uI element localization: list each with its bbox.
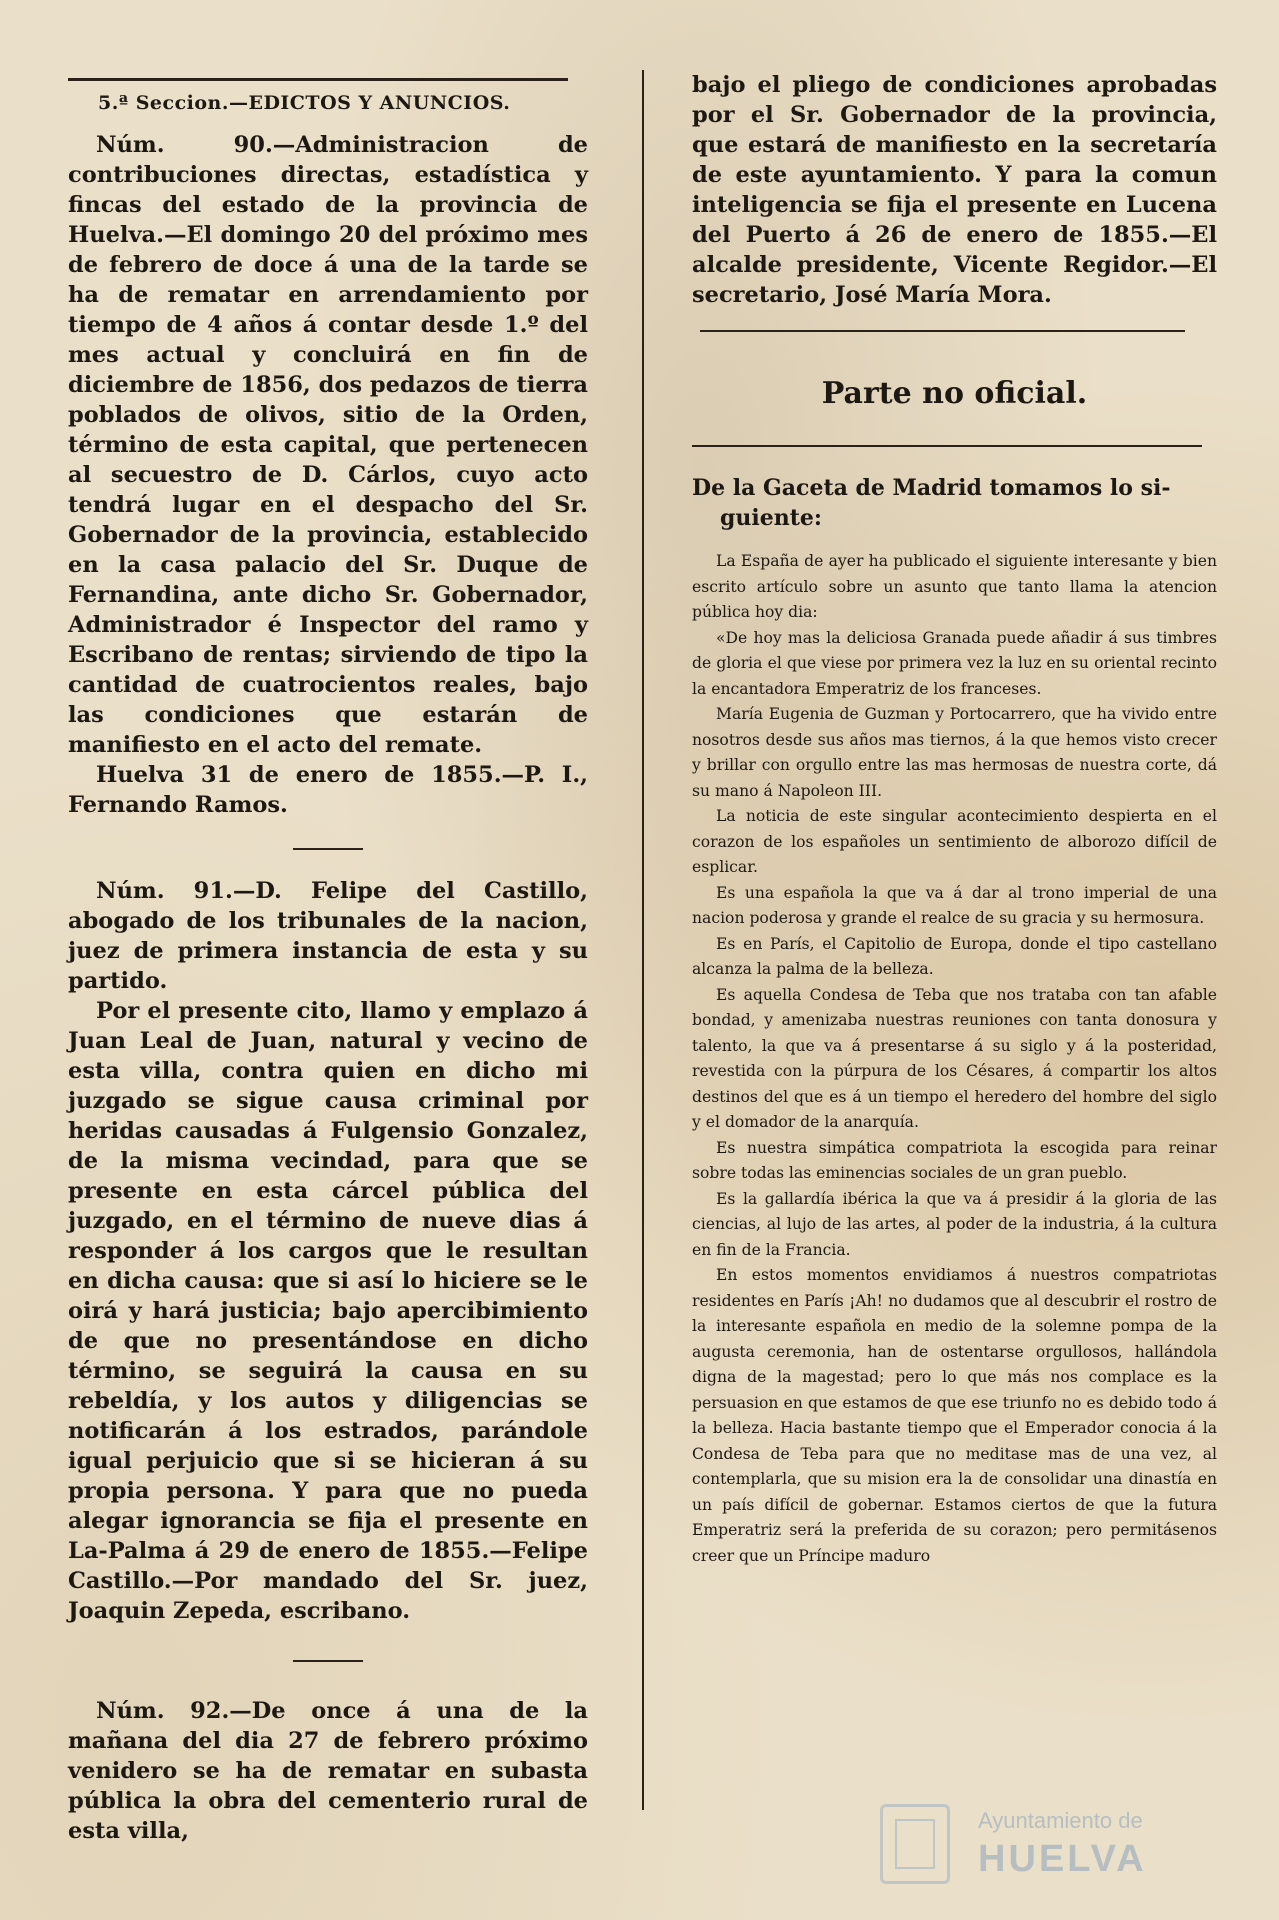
continuation-text: bajo el pliego de condiciones aprobadas por el Sr. Gobernador de la provincia, que estará de manifiesto en la secretaría de este ayuntamiento. Y para la comun inteligencia se fija el presente en Lucena del Puerto á 26 de enero de 1855.—El alcalde presidente, Vicente Regidor.—El secretario, José María Mora. bbox=[692, 72, 1217, 308]
top-rule bbox=[68, 78, 568, 81]
left-column bbox=[68, 92, 588, 1846]
article-paragraph: María Eugenia de Guzman y Portocarrero, que ha vivido entre nosotros desde sus años mas tiernos, á la que hemos visto crecer y brillar con orgullo entre las mas hermosas de nuestra corte, dá su mano á Napoleon III. bbox=[692, 705, 1217, 800]
article-paragraph: En estos momentos envidiamos á nuestros compatriotas residentes en París ¡Ah! no dudamos que al descubrir el rostro de la interesante española en medio de la solemne pompa de la augusta ceremonia, han de ostentarse orgullosos, hallándola digna de la magestad; pero lo que más nos complace es la persuasion en que estamos de que ese triunfo no es debido todo á la belleza. Hacia bastante tiempo que el Emperador conocia á la Condesa de Teba para que no meditase mas de una vez, al contemplarla, que su mision era la de consolidar una dinastía en un país difícil de gobernar. Estamos ciertos de que la futura Emperatriz será la preferida de su corazon; pero permitásenos creer que un Príncipe maduro bbox=[692, 1266, 1217, 1565]
article-paragraph: «De hoy mas la deliciosa Granada puede añadir á sus timbres de gloria el que viese por primera vez la luz en su oriental recinto la encantadora Emperatriz de los franceses. bbox=[692, 628, 1217, 698]
article-paragraph: Es aquella Condesa de Teba que nos trataba con tan afable bondad, y amenizaba nuestras reuniones con tanta donosura y talento, la que va á presentarse á su siglo y á la posteridad, revestida con la púrpura de los Césares, á compartir los altos destinos del que es á un tiempo el heredero del hombre del siglo y el domador de la anarquía. bbox=[692, 985, 1217, 1131]
gaceta-intro bbox=[692, 473, 1217, 533]
section-rule bbox=[692, 445, 1202, 447]
article-paragraph: Es en París, el Capitolio de Europa, donde el tipo castellano alcanza la palma de la belleza. bbox=[692, 934, 1217, 978]
column-divider bbox=[642, 70, 644, 1810]
right-column bbox=[692, 70, 1217, 1569]
watermark-line2: HUELVA bbox=[978, 1838, 1147, 1880]
article-paragraph: La noticia de este singular acontecimiento despierta en el corazon de los españoles un sentimiento de alborozo difícil de esplicar. bbox=[692, 807, 1217, 876]
notice-91-text: Por el presente cito, llamo y emplazo á Juan Leal de Juan, natural y vecino de esta villa, contra quien en dicho mi juzgado se sigue causa criminal por heridas causadas á Fulgensio Gonzalez, de la misma vecindad, para que se presente en esta cárcel pública del juzgado, en el término de nueve dias á responder á los cargos que le resultan en dicha causa: que si así lo hiciere se le oirá y hará justicia; bajo apercibimiento de que no presentándose en dicho término, se seguirá la causa en su rebeldía, y los autos y diligencias se notificarán á los estrados, parándole igual perjuicio que si se hicieran á su propia persona. Y para que no pueda alegar ignorancia se fija el presente en La-Palma á 29 de enero de 1855.—Felipe Castillo.—Por mandado del Sr. juez, Joaquin Zepeda, escribano. bbox=[68, 998, 588, 1624]
article-paragraph: La España de ayer ha publicado el siguiente interesante y bien escrito artículo sobre un asunto que tanto llama la atencion pública hoy dia: bbox=[692, 552, 1217, 621]
article-paragraph: Es una española la que va á dar al trono imperial de una nacion poderosa y grande el realce de su gracia y su hermosura. bbox=[692, 883, 1217, 927]
notice-91-heading: Núm. 91.—D. Felipe del Castillo, abogado de los tribunales de la nacion, juez de primera instancia de esta y su partido. bbox=[68, 878, 588, 994]
section-heading: 5.ª Seccion.—EDICTOS Y ANUNCIOS. bbox=[98, 92, 511, 114]
notice-90-text: Núm. 90.—Administracion de contribuciones directas, estadística y fincas del estado de la provincia de Huelva.—El domingo 20 del próximo mes de febrero de doce á una de la tarde se ha de rematar en arrendamiento por tiempo de 4 años á contar desde 1.º del mes actual y concluirá en fin de diciembre de 1856, dos pedazos de tierra poblados de olivos, sitio de la Orden, término de esta capital, que pertenecen al secuestro de D. Cárlos, cuyo acto tendrá lugar en el despacho del Sr. Gobernador de la provincia, establecido en la casa palacio del Sr. Duque de Fernandina, ante dicho Sr. Gobernador, Administrador é Inspector del ramo y Escribano de rentas; sirviendo de tipo la cantidad de cuatrocientos reales, bajo las condiciones que estarán de manifiesto en el acto del remate. bbox=[68, 132, 588, 758]
parte-no-oficial-title: Parte no oficial. bbox=[821, 376, 1088, 411]
gaceta-intro-line2: guiente: bbox=[720, 505, 823, 531]
article-paragraph: Es la gallardía ibérica la que va á presidir á la gloria de las ciencias, al lujo de las artes, al poder de la industria, á la cultura en fin de la Francia. bbox=[692, 1189, 1217, 1259]
separator bbox=[293, 1660, 363, 1662]
article-paragraph: Es nuestra simpática compatriota la escogida para reinar sobre todas las eminencias sociales de un gran pueblo. bbox=[692, 1138, 1217, 1182]
notice-92-text: Núm. 92.—De once á una de la mañana del dia 27 de febrero próximo venidero se ha de rematar en subasta pública la obra del cementerio rural de esta villa, bbox=[68, 1698, 588, 1844]
ayuntamiento-watermark bbox=[880, 1800, 1210, 1890]
separator bbox=[293, 848, 363, 850]
notice-90-signature: Huelva 31 de enero de 1855.—P. I., Fernando Ramos. bbox=[68, 762, 588, 818]
watermark-line1: Ayuntamiento de bbox=[978, 1808, 1143, 1833]
city-emblem-icon bbox=[880, 1804, 950, 1884]
section-rule bbox=[700, 330, 1185, 332]
article-body bbox=[692, 549, 1217, 1569]
gaceta-intro-line1: De la Gaceta de Madrid tomamos lo si- bbox=[692, 475, 1171, 501]
